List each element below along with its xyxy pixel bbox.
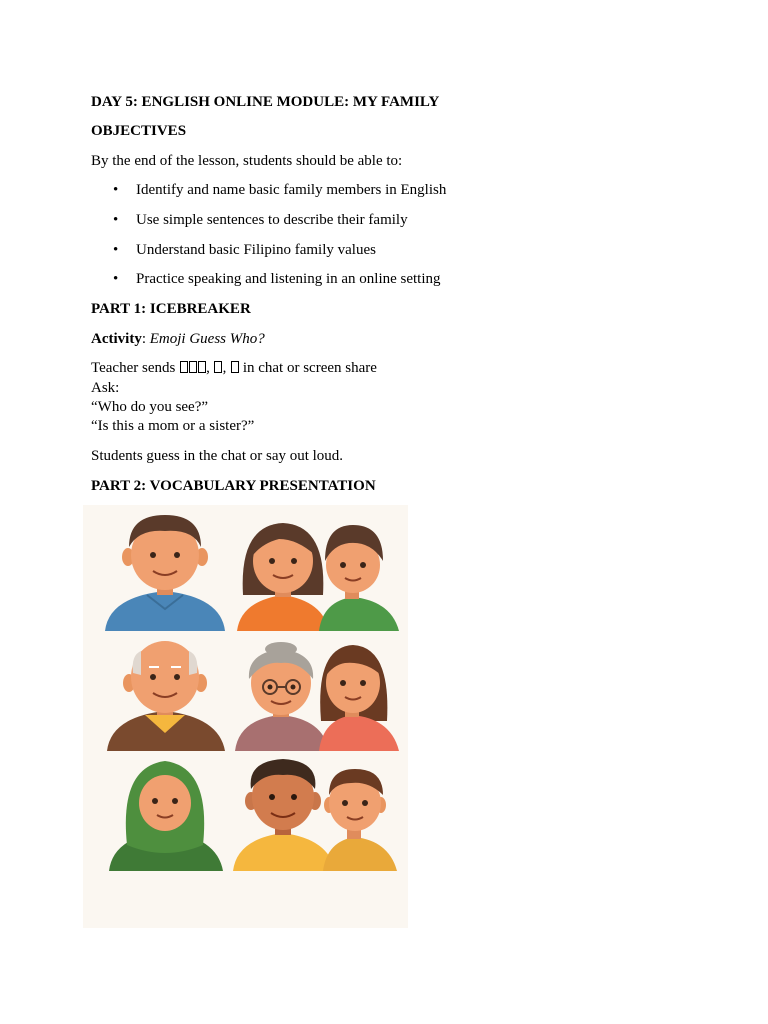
sister-figure — [319, 645, 399, 751]
cousin-figure — [323, 769, 397, 871]
bullet-icon: • — [113, 271, 119, 287]
objective-text: Understand basic Filipino family values — [136, 242, 376, 258]
bullet-icon: • — [113, 182, 119, 198]
grandfather-figure — [107, 641, 225, 751]
teacher-prefix: Teacher sends — [91, 360, 180, 376]
ask-label: Ask: — [91, 380, 120, 396]
objective-text: Identify and name basic family members in English — [136, 182, 447, 198]
part2-heading: PART 2: VOCABULARY PRESENTATION — [91, 478, 376, 494]
page-title: DAY 5: ENGLISH ONLINE MODULE: MY FAMILY — [91, 94, 440, 110]
students-instruction: Students guess in the chat or say out loud. — [91, 448, 344, 464]
part1-heading: PART 1: ICEBREAKER — [91, 301, 251, 317]
emoji-placeholder-group — [179, 360, 206, 376]
grandmother-figure — [235, 642, 329, 751]
bullet-icon: • — [113, 212, 119, 228]
bullet-icon: • — [113, 242, 119, 258]
objective-text: Use simple sentences to describe their family — [136, 212, 408, 228]
activity-label: Activity — [91, 331, 142, 347]
activity-line — [91, 330, 265, 349]
emoji-placeholder — [231, 361, 239, 373]
question-1: “Who do you see?” — [91, 399, 209, 415]
uncle-figure — [233, 759, 335, 871]
father-figure — [105, 515, 225, 631]
mother-figure — [237, 523, 329, 631]
emoji-placeholder — [214, 361, 222, 373]
teacher-line: Teacher sends , , in chat or screen share — [91, 360, 377, 376]
objectives-heading: OBJECTIVES — [91, 123, 187, 139]
hijab-woman-figure — [109, 761, 223, 871]
brother-figure — [319, 525, 399, 631]
activity-separator: : — [141, 331, 150, 347]
activity-name: Emoji Guess Who? — [149, 331, 265, 347]
objectives-intro: By the end of the lesson, students should be able to: — [91, 153, 403, 169]
family-members-illustration — [83, 505, 408, 928]
question-2: “Is this a mom or a sister?” — [91, 418, 255, 434]
objective-text: Practice speaking and listening in an online setting — [136, 271, 441, 287]
teacher-suffix: in chat or screen share — [239, 360, 377, 376]
